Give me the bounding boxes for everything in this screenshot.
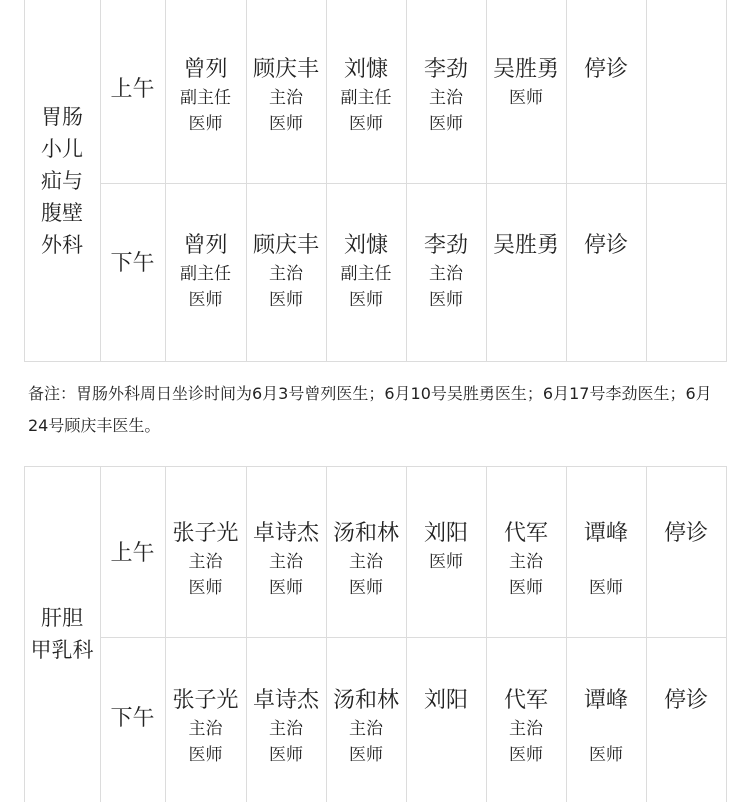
column-divider	[100, 0, 101, 361]
session-label: 下午	[110, 706, 155, 731]
doctor-name: 顾庆丰	[252, 233, 319, 258]
column-divider	[726, 466, 727, 802]
doctor-name: 李劲	[423, 57, 468, 82]
column-divider	[406, 466, 407, 802]
doctor-cell	[246, 55, 326, 137]
session-label: 上午	[110, 77, 155, 102]
doctor-cell	[406, 519, 486, 575]
doctor-title: 医师	[349, 745, 383, 765]
doctor-name: 谭峰	[583, 688, 628, 713]
column-divider	[646, 0, 647, 361]
doctor-title: 医师	[589, 745, 623, 765]
doctor-cell	[326, 231, 406, 313]
doctor-name: 曾列	[183, 57, 228, 82]
department-label-line: 外科	[41, 232, 83, 257]
doctor-title: 医师	[349, 578, 383, 598]
doctor-title: 主治	[188, 719, 223, 739]
doctor-name: 刘慷	[343, 233, 388, 258]
doctor-cell	[165, 55, 246, 137]
doctor-cell	[566, 686, 646, 768]
doctor-name: 代军	[503, 688, 548, 713]
row-divider	[100, 637, 727, 638]
doctor-title: 医师	[188, 290, 223, 310]
department-label	[24, 0, 100, 361]
doctor-cell	[406, 231, 486, 313]
doctor-cell	[486, 519, 566, 601]
doctor-name: 吴胜勇	[492, 233, 559, 258]
doctor-name: 卓诗杰	[252, 521, 319, 546]
department-label	[24, 466, 100, 802]
doctor-title: 主治	[349, 719, 383, 739]
doctor-title: 副主任	[180, 264, 231, 284]
doctor-title: 主治	[429, 88, 463, 108]
doctor-cell	[165, 519, 246, 601]
department-label-line: 胃肠	[41, 104, 83, 129]
doctor-title: 主治	[509, 719, 543, 739]
doctor-title: 医师	[269, 290, 303, 310]
doctor-name: 停诊	[663, 521, 708, 546]
doctor-cell	[406, 686, 486, 716]
doctor-cell	[165, 686, 246, 768]
doctor-title: 医师	[349, 114, 383, 134]
doctor-name: 张子光	[172, 688, 239, 713]
doctor-cell	[246, 519, 326, 601]
session-label: 上午	[110, 541, 155, 566]
doctor-title: 主治	[269, 719, 303, 739]
doctor-cell	[326, 55, 406, 137]
doctor-cell	[406, 55, 486, 137]
doctor-name: 张子光	[172, 521, 239, 546]
doctor-cell	[246, 686, 326, 768]
doctor-title: 医师	[509, 578, 543, 598]
row-divider	[24, 361, 727, 362]
doctor-cell	[646, 686, 726, 716]
doctor-name: 曾列	[183, 233, 228, 258]
schedule-note: 备注：胃肠外科周日坐诊时间为6月3号曾列医生；6月10号吴胜勇医生；6月17号李劲医生；6月24号顾庆丰医生。	[28, 384, 712, 435]
doctor-name: 刘慷	[343, 57, 388, 82]
doctor-title: 医师	[429, 290, 463, 310]
doctor-title: 医师	[188, 114, 223, 134]
column-divider	[726, 0, 727, 361]
doctor-cell	[486, 686, 566, 768]
doctor-title: 医师	[589, 578, 623, 598]
doctor-title: 医师	[429, 114, 463, 134]
doctor-name: 汤和林	[332, 688, 399, 713]
department-label-line: 小儿	[41, 136, 83, 161]
doctor-title: 医师	[349, 290, 383, 310]
doctor-title: 医师	[429, 552, 463, 572]
row-divider	[24, 466, 727, 467]
doctor-title: 医师	[509, 88, 543, 108]
doctor-cell	[165, 231, 246, 313]
doctor-title: 医师	[188, 578, 223, 598]
doctor-cell	[246, 231, 326, 313]
doctor-name: 刘阳	[423, 521, 468, 546]
column-divider	[646, 466, 647, 802]
doctor-title: 医师	[188, 745, 223, 765]
doctor-name: 刘阳	[423, 688, 468, 713]
row-divider	[100, 183, 727, 184]
doctor-title: 主治	[509, 552, 543, 572]
column-divider	[100, 466, 101, 802]
doctor-name: 汤和林	[332, 521, 399, 546]
doctor-cell	[566, 519, 646, 601]
doctor-name: 吴胜勇	[492, 57, 559, 82]
session-label: 下午	[110, 251, 155, 276]
doctor-name: 卓诗杰	[252, 688, 319, 713]
doctor-title: 主治	[269, 264, 303, 284]
doctor-name: 代军	[503, 521, 548, 546]
doctor-cell	[486, 55, 566, 111]
doctor-title: 主治	[188, 552, 223, 572]
doctor-title: 医师	[269, 114, 303, 134]
doctor-title: 主治	[269, 88, 303, 108]
department-label-line: 甲乳科	[30, 638, 94, 662]
doctor-name: 停诊	[583, 57, 628, 82]
doctor-name: 停诊	[663, 688, 708, 713]
doctor-title: 副主任	[180, 88, 231, 108]
doctor-name: 李劲	[423, 233, 468, 258]
doctor-cell	[326, 519, 406, 601]
doctor-cell	[566, 55, 646, 85]
doctor-cell	[646, 519, 726, 549]
doctor-title: 医师	[269, 578, 303, 598]
doctor-title: 主治	[429, 264, 463, 284]
doctor-cell	[326, 686, 406, 768]
doctor-title: 医师	[269, 745, 303, 765]
department-label-line: 肝胆	[41, 606, 83, 630]
doctor-title: 副主任	[340, 264, 392, 284]
doctor-title: 副主任	[340, 88, 392, 108]
doctor-name: 谭峰	[583, 521, 628, 546]
doctor-cell	[486, 231, 566, 261]
doctor-title: 主治	[349, 552, 383, 572]
doctor-name: 顾庆丰	[252, 57, 319, 82]
doctor-cell	[566, 231, 646, 261]
department-label-line: 腹壁	[41, 200, 83, 225]
doctor-name: 停诊	[583, 233, 628, 258]
doctor-title: 医师	[509, 745, 543, 765]
doctor-title: 主治	[269, 552, 303, 572]
department-label-line: 疝与	[41, 168, 83, 193]
